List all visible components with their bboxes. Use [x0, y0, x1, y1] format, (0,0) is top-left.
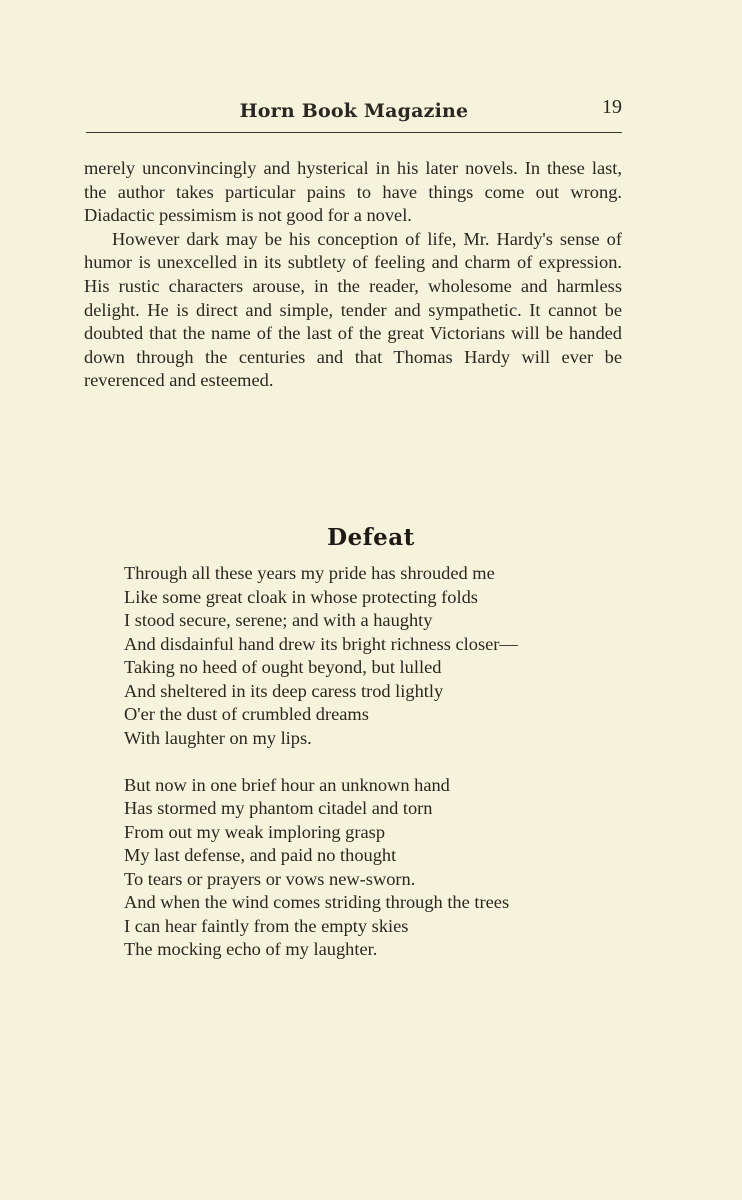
poem-title: Defeat	[327, 524, 415, 551]
poem-line: My last defense, and paid no thought	[124, 845, 397, 865]
prose-paragraph: merely unconvincingly and hysterical in his later novels. In these last, the author takes particular pains to have things come out wrong. Diadactic pessimism is not good for a novel.	[84, 158, 622, 226]
poem-stanza	[124, 774, 624, 962]
poem-line: Has stormed my phantom citadel and torn	[124, 798, 433, 818]
poem-line: The mocking echo of my laughter.	[124, 939, 378, 959]
poem-line: From out my weak imploring grasp	[124, 821, 386, 842]
poem-stanza	[124, 562, 624, 750]
poem-line: I can hear faintly from the empty skies	[124, 915, 409, 936]
prose-paragraph: However dark may be his conception of life, Mr. Hardy's sense of humor is unexcelled in its subtlety of feeling and charm of expression. His rustic characters arouse, in the reader, wholesome and harmless delight. He is direct and simple, tender and sympathetic. It cannot be doubted that the name of the last of the great Victorians will be handed down through the centuries and that Thomas Hardy will ever be reverenced and esteemed.	[84, 228, 622, 391]
journal-title: Horn Book Magazine	[239, 100, 469, 122]
poem-line: And sheltered in its deep caress trod lightly	[124, 680, 444, 701]
poem	[124, 562, 624, 962]
poem-line: Taking no heed of ought beyond, but lulled	[124, 657, 442, 677]
poem-line: Through all these years my pride has shrouded me	[124, 563, 495, 583]
poem-line: Like some great cloak in whose protecting folds	[124, 586, 478, 607]
poem-line: But now in one brief hour an unknown hand	[124, 774, 450, 795]
poem-line: O'er the dust of crumbled dreams	[124, 704, 369, 724]
poem-line: To tears or prayers or vows new-sworn.	[124, 868, 416, 889]
prose-section	[84, 157, 622, 393]
header-rule	[86, 132, 622, 133]
page-number: 19	[602, 96, 622, 118]
poem-line: With laughter on my lips.	[124, 727, 312, 748]
poem-line: And when the wind comes striding through the trees	[124, 892, 510, 912]
poem-line: I stood secure, serene; and with a haughty	[124, 610, 433, 630]
poem-line: And disdainful hand drew its bright richness closer—	[124, 633, 518, 654]
running-header	[86, 96, 622, 130]
